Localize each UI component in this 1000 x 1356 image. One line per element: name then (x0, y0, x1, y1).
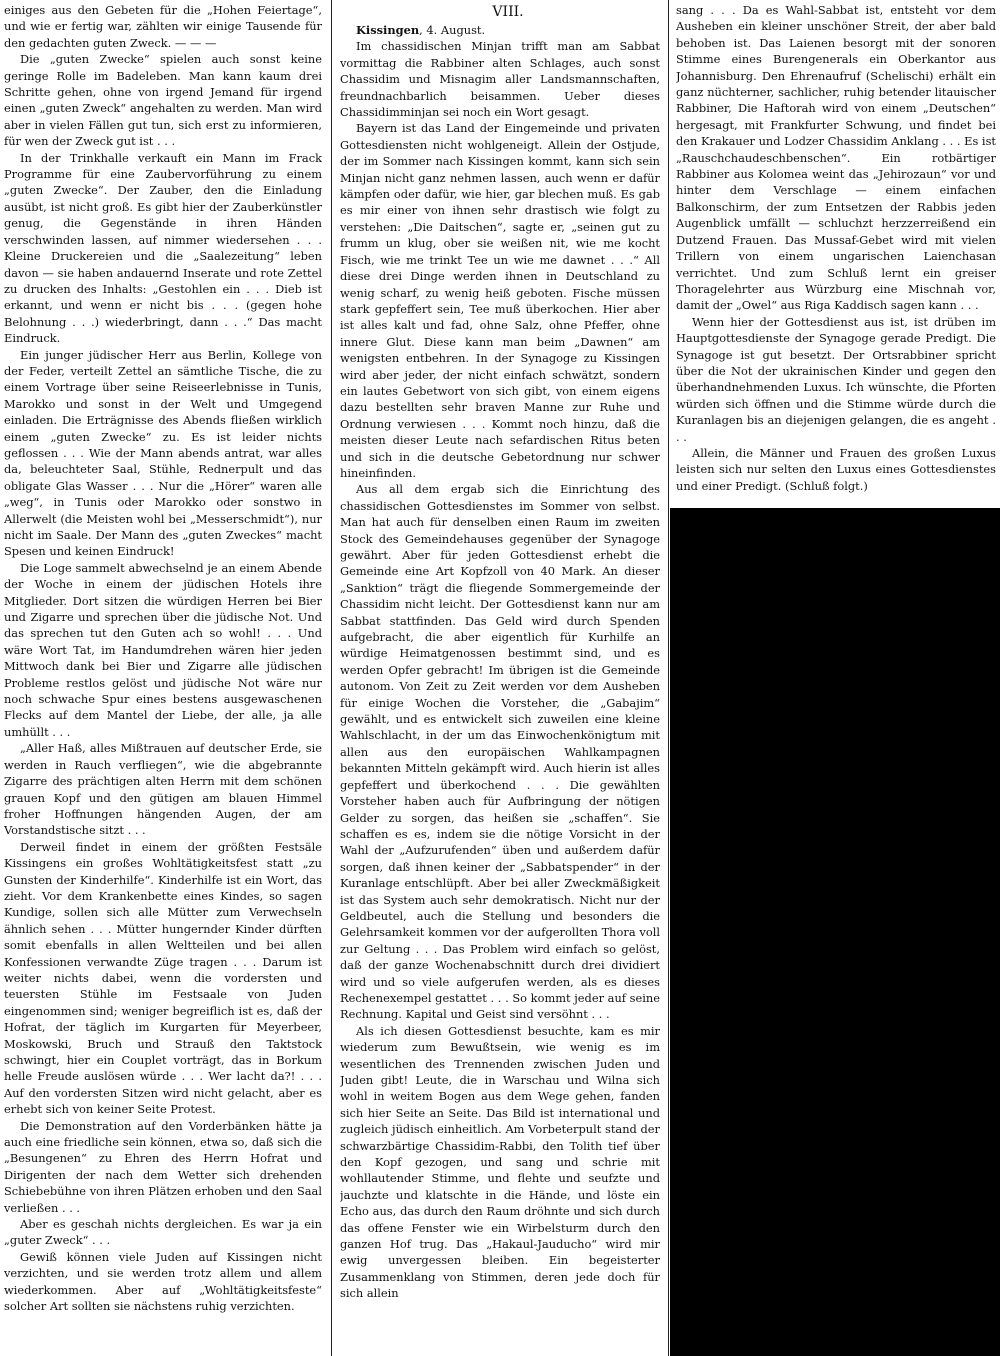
paragraph: Die Demonstration auf den Vorderbänken hätte ja auch eine friedliche sein können, etwa so, daß sich die „Besungenen“ zu Ehren des Herrn Hofrat und Dirigenten der nach dem Wetter sich drehenden Schiebebühne von ihren Plätzen erhoben und den Saal verließen . . . (4, 1118, 322, 1215)
column-middle (340, 2, 660, 1354)
paragraph: Wenn hier der Gottesdienst aus ist, ist drüben im Hauptgottesdienste der Synagoge gerade Predigt. Die Synagoge ist gut besetzt. Der Ortsrabbiner spricht über die Not der ukrainischen Kinder und gegen den überhandnehmenden Luxus. Ich wünschte, die Pforten würden sich öffnen und die Stimme würde durch die Kuranlagen bis an diejenigen gelangen, die es angeht . . . (676, 314, 996, 444)
paragraph: „Aller Haß, alles Mißtrauen auf deutscher Erde, sie werden in Rauch verfliegen“, wie die abgebrannte Zigarre des prächtigen alten Herrn mit dem schönen grauen Kopf und den gütigen am blauen Himmel froher Hoffnungen hängenden Augen, der am Vorstandstische sitzt . . . (4, 741, 322, 838)
column-divider (668, 0, 669, 1356)
column-divider (331, 0, 332, 1356)
dateline-date: , 4. August. (419, 23, 486, 37)
column-right (676, 2, 996, 502)
paragraph: Derweil findet in einem der größten Festsäle Kissingens ein großes Wohltätigkeitsfest statt „zu Gunsten der Kinderhilfe“. Kinderhilfe ist ein Wort, das zieht. Vor dem Krankenbette eines Kindes, so sagen Kundige, sollen sich alle Mütter zum Verwechseln ähnlich sehen . . . Mütter hungernder Kinder dürften somit ebenfalls in allen Weltteilen und bei allen Konfessionen verwandte Züge tragen . . . Darum ist weiter nichts dabei, wenn die vordersten und teuersten Stühle im Festsaale von Juden eingenommen sind; weniger begreiflich ist es, daß der Hofrat, der täglich im Kurgarten für Meyerbeer, Moskowski, Bruch und Strauß den Taktstock schwingt, hier ein Couplet vorträgt, das in Borkum helle Freude auslösen würde . . . Wer lacht da?! . . . Auf den vordersten Sitzen wird nicht gelacht, aber es erhebt sich von keiner Seite Protest. (4, 839, 322, 1117)
paragraph: Die Loge sammelt abwechselnd je an einem Abende der Woche in einem der jüdischen Hotels ihre Mitglieder. Dort sitzen die würdigen Herren bei Bier und Zigarre und sprechen über die jüdische Not. Und das sprechen tut den Guten ach so wohl! . . . Und wäre Wort Tat, im Handumdrehen wären hier jeden Mittwoch dank bei Bier und Zigarre alle jüdischen Probleme restlos gelöst und jüdische Not wäre nur noch schwache Spur eines bestens ausgewaschenen Flecks auf dem Mantel der Liebe, der alle, ja alle umhüllt . . . (4, 560, 322, 739)
dateline (340, 22, 660, 38)
paragraph: Allein, die Männer und Frauen des großen Luxus leisten sich nur selten den Luxus eines Gottesdienstes und einer Predigt. (Schluß folgt.) (676, 445, 996, 493)
paragraph: Die „guten Zwecke“ spielen auch sonst keine geringe Rolle im Badeleben. Man kann kaum drei Schritte gehen, ohne von irgend Jemand für irgend einen „guten Zweck“ angehalten zu werden. Man wird aber in vielen Fällen gut tun, sich erst zu informieren, für wen der Zweck gut ist . . . (4, 52, 322, 149)
paragraph: In der Trinkhalle verkauft ein Mann im Frack Programme für eine Zaubervorführung zu einem „guten Zwecke“. Der Zauber, den die Einladung ausübt, ist nicht groß. Es gibt hier der Zauberkünstler genug, die Gegenstände in ihren Händen verschwinden lassen, auf nimmer wiedersehen . . . Kleine Druckereien und die „Saalezeitung“ leben davon — sie haben andauernd Inserate und rote Zettel zu drucken des Inhalts: „Gestohlen ein . . . Dieb ist erkannt, und wenn er nicht bis . . . (gegen hohe Belohnung . . .) wiederbringt, dann . . .“ Das macht Eindruck. (4, 150, 322, 346)
blank-black-area (670, 508, 1000, 1356)
paragraph: Bayern ist das Land der Eingemeinde und privaten Gottesdiensten nicht wohlgeneigt. Allein der Ostjude, der im Sommer nach Kissingen kommt, kann sich sein Minjan nicht ganz nehmen lassen, auch wenn er dafür kämpfen oder dafür, wie hier, gar blechen muß. Es gab es mir einer von ihnen sehr drastisch wie folgt zu verstehen: „Die Daitschen“, sagte er, „seinen gut zu frumm un klug, ober sie weißen nit, wie me kocht Fisch, wie me trinkt Tee un wie me dawnet . . .“ All diese drei Dinge werden ihnen in Deutschland zu wenig scharf, zu wenig heiß geboten. Fische müssen stark gepfeffert sein, Tee muß überkochen. Hier aber ist alles kalt und fad, ohne Salz, ohne Pfeffer, ohne innere Glut. Diese kann man beim „Dawnen“ am wenigsten entbehren. In der Synagoge zu Kissingen wird aber jeder, der nicht einfach schwätzt, sondern ein lautes Gebetwort von sich gibt, von einem eigens dazu bestellten sehr braven Manne zur Ruhe und Ordnung verwiesen . . . Kommt noch hinzu, daß die meisten dieser Leute nach sefardischen Ritus beten und sich in die deutsche Gebetordnung nur schwer hineinfinden. (340, 121, 660, 480)
paragraph: Aber es geschah nichts dergleichen. Es war ja ein „guter Zweck“ . . . (4, 1217, 322, 1248)
paragraph: Ein junger jüdischer Herr aus Berlin, Kollege von der Feder, verteilt Zettel an sämtliche Tische, die zu einem Vortrage über seine Reiseerlebnisse in Tunis, Marokko und sonst in der Welt und Umgegend einladen. Die Erträgnisse des Abends fließen wirklich einem „guten Zwecke“ zu. Es ist leider nichts geflossen . . . Wie der Mann abends antrat, war alles da, beleuchteter Saal, Stühle, Rednerpult und das obligate Glas Wasser . . . Nur die „Hörer“ waren alle „weg“, in Tunis oder Marokko oder sonstwo in Allerwelt (die Meisten wohl bei „Messerschmidt“), nur nicht im Saale. Der Mann des „guten Zweckes“ macht Spesen und keinen Eindruck! (4, 347, 322, 559)
paragraph: Im chassidischen Minjan trifft man am Sabbat vormittag die Rabbiner alten Schlages, auch sonst Chassidim und Misnagim aller Landsmannschaften, freundnachbarlich beisammen. Ueber dieses Chassidimminjan sei noch ein Wort gesagt. (340, 39, 660, 120)
column-left (4, 2, 322, 1354)
paragraph: einiges aus den Gebeten für die „Hohen Feiertage“, und wie er fertig war, zählten wir einige Tausende für den gedachten guten Zweck. — — — (4, 3, 322, 50)
paragraph: Aus all dem ergab sich die Einrichtung des chassidischen Gottesdienstes im Sommer von selbst. Man hat auch für denselben einen Raum im zweiten Stock des Gemeindehauses gegenüber der Synagoge gewährt. Aber für jeden Gottesdienst erhebt die Gemeinde eine Art Kopfzoll von 40 Mark. An dieser „Sanktion“ trägt die fliegende Sommergemeinde der Chassidim nicht leicht. Der Gottesdienst kann nur am Sabbat stattfinden. Das Geld wird durch Spenden aufgebracht, die aber eigentlich für Kurhilfe an würdige Heimatgenossen bestimmt sind, und es werden Opfer gebracht! Im übrigen ist die Gemeinde autonom. Von Zeit zu Zeit werden vor dem Ausheben für einige Wochen die Vorsteher, die „Gabajim“ gewählt, und es entwickelt sich zuweilen eine kleine Wahlschlacht, in der um das Einwochenkönigtum mit allen aus den europäischen Wahlkampagnen bekannten Mitteln gekämpft wird. Auch hierin ist alles gepfeffert und überkochend . . . Die gewählten Vorsteher haben auch für Aufbringung der nötigen Gelder zu sorgen, das heißen sie „schaffen“. Sie schaffen es es, indem sie die nötige Vorsicht in der Wahl der „Aufzurufenden“ üben und außerdem dafür sorgen, daß ihnen keiner der „Sabbatspender“ in der Kuranlage entschlüpft. Aber bei aller Zweckmäßigkeit ist das System auch sehr demokratisch. Nicht nur der Geldbeutel, auch die Stellung und besonders die Gelehrsamkeit kommen vor der aufgerollten Thora voll zur Geltung . . . Das Problem wird einfach so gelöst, daß der ganze Wochenabschnitt durch drei dividiert wird und so viele aufgerufen werden, als es dieses Rechenexempel gestattet . . . So kommt jeder auf seine Rechnung. Kapital und Geist sind versöhnt . . . (340, 482, 660, 1022)
dateline-place: Kissingen (356, 23, 420, 37)
paragraph: Als ich diesen Gottesdienst besuchte, kam es mir wiederum zum Bewußtsein, wie wenig es im wesentlichen des Trennenden zwischen Juden und Juden gibt! Leute, die in Warschau und Wilna sich wohl in weitem Bogen aus dem Wege gehen, fanden sich hier Seite an Seite. Das Bild ist international und zugleich jüdisch einheitlich. Am Vorbeterpult stand der schwarzbärtige Chassidim-Rabbi, den Tolith tief über den Kopf gezogen, und sang und schrie mit wohllautender Stimme, und flehte und seufzte und jauchzte und klatschte in die Hände, und löste ein Echo aus, das durch den Raum dröhnte und sich durch das offene Fenster wie ein Wirbelsturm durch den ganzen Hof trug. Das „Hakaul-Jauducho“ wird mir ewig unvergessen bleiben. Ein begeisterter Zusammenklang von Stimmen, deren jede doch für sich allein (340, 1023, 660, 1301)
paragraph: sang . . . Da es Wahl-Sabbat ist, entsteht vor dem Ausheben ein kleiner unschöner Streit, der aber bald behoben ist. Das Laienen besorgt mit der sonoren Stimme eines Burengenerals ein Oberkantor aus Johannisburg. Den Ehrenaufruf (Schelischi) erhält ein ganz nüchterner, sachlicher, ruhig betender litauischer Rabbiner, Die Haftorah wird von einem „Deutschen“ hergesagt, mit Frankfurter Schwung, und findet bei den Krakauer und Lodzer Chassidim Anklang . . . Es ist „Rauschchaudeschbenschen“. Ein rotbärtiger Rabbiner aus Kolomea weint das „Jehirozaun“ vor und hinter dem Verschlage — einem einfachen Balkonschirm, der zum Entsetzen der Rabbis jeden Augenblick umfällt — schluchzt herzzerreißend ein Dutzend Frauen. Das Mussaf-Gebet wird mit vielen Trillern von einem ungarischen Laienchasan verrichtet. Und zum Schluß lernt ein greiser Thoragelehrter aus Würzburg eine Mischnah vor, damit der „Owel“ aus Riga Kaddisch sagen kann . . . (676, 3, 996, 313)
section-number: VIII. (492, 4, 524, 20)
paragraph: Gewiß können viele Juden auf Kissingen nicht verzichten, und sie werden trotz allem und allem wiederkommen. Aber auf „Wohltätigkeitsfeste“ solcher Art sollten sie nächstens ruhig verzichten. (4, 1249, 322, 1314)
